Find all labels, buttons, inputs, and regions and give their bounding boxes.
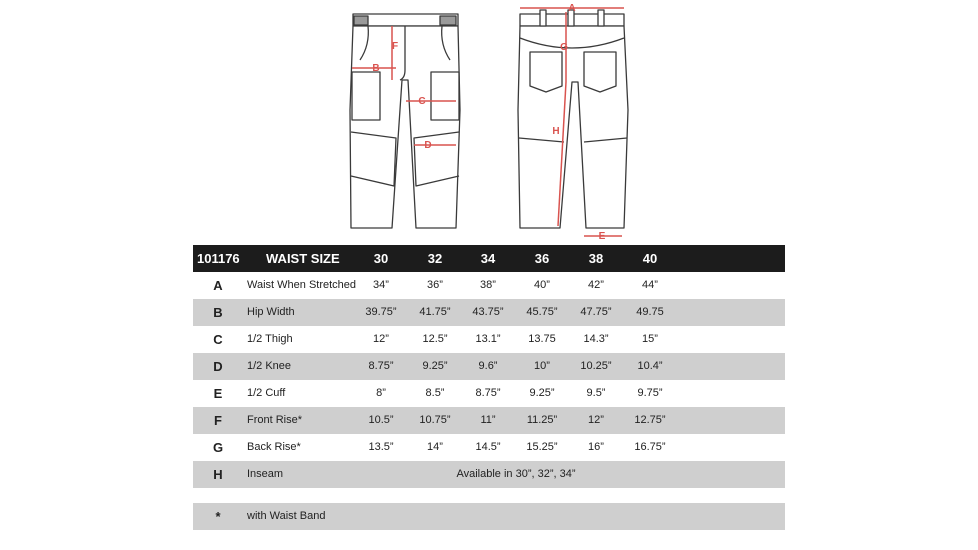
row-label: Inseam [247,468,284,480]
row-code: B [213,305,223,320]
back-belt-loop-right [598,10,604,26]
label-a: A [568,3,576,14]
table-cell: 34” [373,279,389,291]
footnote-text: with Waist Band [247,510,326,522]
back-pants-outline [518,26,628,228]
label-c: C [418,96,426,107]
table-row-cuff [193,380,785,407]
table-row-inseam [193,461,785,488]
table-cell: 13.1” [475,333,501,345]
row-code: D [213,359,223,374]
table-row-front-rise [193,407,785,434]
size-header: 32 [427,251,443,266]
table-cell: 8.5” [425,387,445,399]
table-cell: 45.75” [526,306,558,318]
row-label: Waist When Stretched [247,279,357,291]
table-cell: 8” [376,387,386,399]
table-cell: 39.75” [365,306,397,318]
front-side-panel-left [354,16,368,25]
table-row-knee [193,353,785,380]
table-cell: 10.75” [419,414,451,426]
size-header: 38 [588,251,604,266]
table-row-hip [193,299,785,326]
table-footnote-row [193,503,785,530]
row-code: E [213,386,223,401]
size-chart-table [193,245,785,530]
table-cell: 13.5” [368,441,394,453]
table-cell: 12” [588,414,604,426]
table-cell: 9.75” [637,387,663,399]
table-cell: 15.25” [526,441,558,453]
label-b: B [372,63,380,74]
size-header: 30 [373,251,389,266]
row-code: H [213,467,223,482]
row-code: G [212,440,224,455]
row-label: Hip Width [247,306,295,318]
row-code: A [213,278,223,293]
waist-size-heading: WAIST SIZE [266,251,340,266]
table-cell: 16” [588,441,604,453]
label-g: G [560,42,568,53]
table-cell: 12.75” [634,414,666,426]
table-cell: 12” [373,333,389,345]
back-belt-loop-left [540,10,546,26]
table-cell: 10” [534,360,550,372]
table-cell: 14.3” [583,333,609,345]
label-h: H [552,126,560,137]
table-cell: 10.25” [580,360,612,372]
row-code: F [214,413,222,428]
row-label: Back Rise* [247,441,301,453]
table-cell: 14.5” [475,441,501,453]
row-label: 1/2 Knee [247,360,292,372]
pants-front-view [350,14,460,228]
table-cell: 42” [588,279,604,291]
table-row-thigh [193,326,785,353]
size-header: 40 [642,251,658,266]
table-cell: 10.4” [637,360,663,372]
size-header: 36 [534,251,550,266]
table-row-waist [193,272,785,299]
table-header-row [193,245,785,272]
table-cell: 11” [480,414,496,426]
table-cell: 38” [480,279,496,291]
table-cell: 11.25” [526,414,558,426]
table-cell: 10.5” [368,414,394,426]
table-cell: 9.6” [478,360,498,372]
pants-back-view [518,10,628,228]
row-label: Front Rise* [247,414,303,426]
table-row-back-rise [193,434,785,461]
style-number: 101176 [197,251,240,266]
table-cell: 36” [427,279,443,291]
table-spacer [193,488,785,503]
table-cell: 12.5” [422,333,448,345]
row-label: 1/2 Thigh [247,333,293,345]
table-cell: 40” [534,279,550,291]
label-e: E [598,231,606,240]
size-header: 34 [480,251,496,266]
table-cell: 14” [427,441,443,453]
pants-measurement-diagram [340,0,640,240]
table-cell: 16.75” [634,441,666,453]
table-cell: 15” [642,333,658,345]
table-cell: 8.75” [475,387,501,399]
table-cell: 43.75” [472,306,504,318]
inseam-availability: Available in 30”, 32”, 34” [456,468,576,480]
table-cell: 9.25” [422,360,448,372]
table-cell: 44” [642,279,658,291]
table-cell: 49.75 [636,306,664,318]
row-code: C [213,332,223,347]
table-cell: 9.25” [529,387,555,399]
table-cell: 9.5” [586,387,606,399]
footnote-marker: * [215,509,221,524]
table-cell: 8.75” [368,360,394,372]
table-cell: 47.75” [580,306,612,318]
label-f: F [391,41,399,52]
row-label: 1/2 Cuff [247,387,286,399]
label-d: D [424,140,432,151]
table-cell: 41.75” [419,306,451,318]
table-cell: 13.75 [528,333,556,345]
front-side-panel-right [440,16,456,25]
